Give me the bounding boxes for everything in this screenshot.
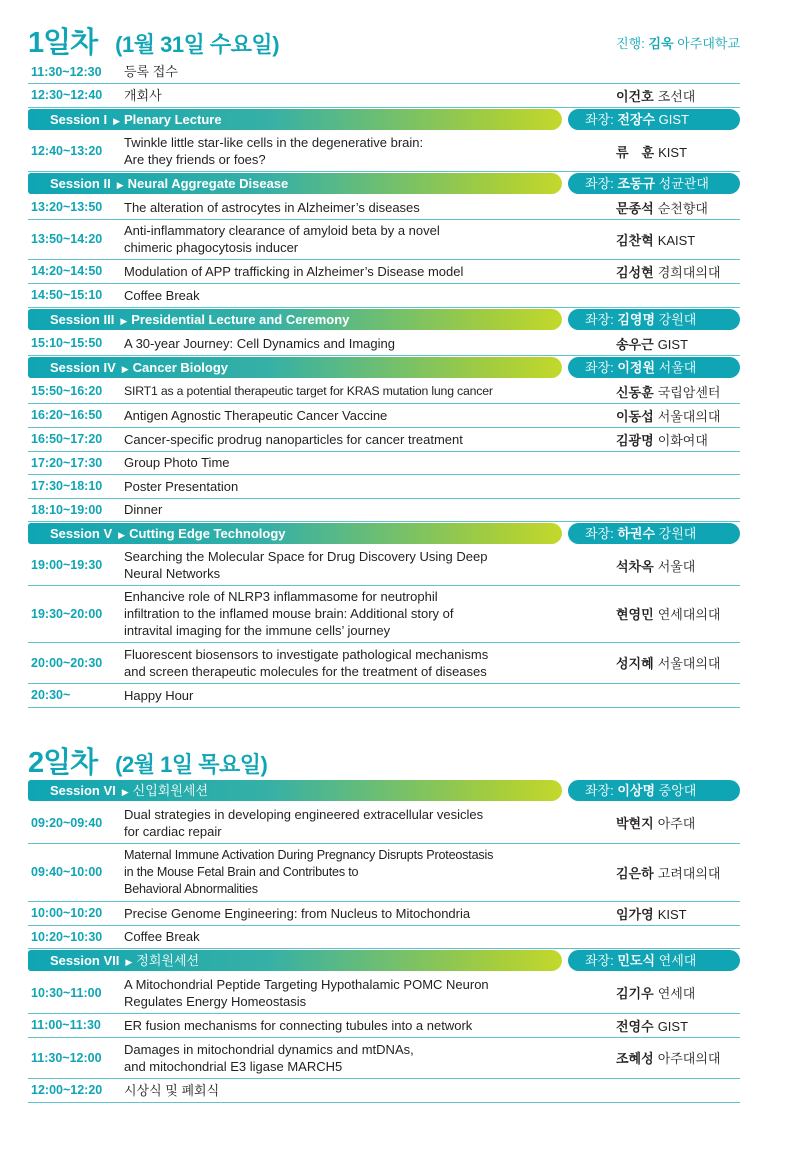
session-name: 신입회원세션 bbox=[132, 783, 209, 798]
row-title: Maternal Immune Activation During Pregnancy Disrupts Proteostasis in the Mouse Fetal Brain and Contributes to Behavioral Abnormalities bbox=[124, 847, 494, 896]
row-speaker bbox=[612, 556, 741, 575]
row-speaker bbox=[612, 653, 741, 672]
schedule-row bbox=[28, 259, 740, 284]
session-name: Cutting Edge Technology bbox=[129, 526, 286, 541]
session-number: Session I bbox=[50, 112, 108, 127]
session-name: 정회원세션 bbox=[136, 953, 200, 968]
row-title: Precise Genome Engineering: from Nucleus to Mitochondria bbox=[124, 905, 471, 921]
play-arrow-icon: ▶ bbox=[120, 316, 128, 326]
chair-affil: GIST bbox=[655, 112, 689, 127]
speaker-name: 김은하 bbox=[616, 865, 654, 881]
row-title: Coffee Break bbox=[124, 929, 200, 944]
row-time: 18:10~19:00 bbox=[31, 502, 103, 517]
chair-affil: 성균관대 bbox=[655, 176, 709, 191]
row-time: 16:50~17:20 bbox=[31, 432, 103, 446]
day1-moderator bbox=[616, 33, 740, 52]
session-name: Presidential Lecture and Ceremony bbox=[131, 312, 350, 327]
row-title: Fluorescent biosensors to investigate pathological mechanisms and screen therapeutic molecules for the treatment of diseases bbox=[124, 646, 489, 679]
speaker-affil: 서울대의대 bbox=[657, 408, 721, 424]
chair-prefix: 좌장: bbox=[585, 176, 618, 191]
row-title: Coffee Break bbox=[124, 287, 200, 303]
row-speaker bbox=[612, 904, 741, 923]
speaker-affil: KAIST bbox=[657, 232, 696, 248]
chair-prefix: 좌장: bbox=[585, 783, 618, 798]
row-time: 13:50~14:20 bbox=[31, 232, 103, 246]
session-chair bbox=[568, 309, 740, 330]
chair-prefix: 좌장: bbox=[585, 953, 618, 968]
session-name: Plenary Lecture bbox=[124, 112, 222, 127]
play-arrow-icon: ▶ bbox=[121, 364, 129, 374]
chair-affil: 강원대 bbox=[655, 526, 697, 541]
speaker-name: 임가영 bbox=[616, 906, 654, 922]
row-speaker bbox=[612, 382, 741, 401]
speaker-affil: GIST bbox=[657, 1018, 689, 1034]
row-title: A 30-year Journey: Cell Dynamics and Imaging bbox=[124, 335, 395, 351]
speaker-name: 박현지 bbox=[616, 816, 654, 831]
moderator-affil: 아주대학교 bbox=[673, 36, 740, 51]
session-chair bbox=[568, 173, 740, 194]
row-title: Antigen Agnostic Therapeutic Cancer Vaccine bbox=[124, 407, 388, 423]
row-title: Group Photo Time bbox=[124, 455, 230, 470]
session-header bbox=[28, 357, 740, 378]
chair-prefix: 좌장: bbox=[585, 526, 618, 541]
session-name: Cancer Biology bbox=[132, 360, 229, 375]
play-arrow-icon: ▶ bbox=[116, 180, 124, 190]
row-speaker bbox=[612, 262, 741, 281]
schedule-row bbox=[28, 427, 740, 452]
session-header bbox=[28, 109, 740, 130]
row-speaker bbox=[612, 230, 741, 249]
row-title: Happy Hour bbox=[124, 687, 194, 703]
row-speaker bbox=[612, 479, 741, 494]
speaker-name: 석차옥 bbox=[616, 558, 654, 574]
speaker-name: 이동섭 bbox=[616, 408, 654, 424]
speaker-affil: 서울대의대 bbox=[657, 656, 721, 671]
row-title: Anti-inflammatory clearance of amyloid beta by a novel chimeric phagocytosis inducer bbox=[124, 223, 440, 255]
row-title: 등록 접수 bbox=[124, 64, 178, 79]
row-title: The alteration of astrocytes in Alzheimer’s diseases bbox=[124, 199, 420, 215]
day2-title: 2일차 bbox=[28, 747, 98, 779]
row-title: SIRT1 as a potential therapeutic target for KRAS mutation lung cancer bbox=[124, 383, 493, 398]
day1-date: (1월 31일 수요일) bbox=[115, 32, 280, 57]
schedule-row bbox=[28, 901, 740, 926]
chair-prefix: 좌장: bbox=[585, 112, 618, 127]
row-speaker bbox=[612, 1016, 741, 1035]
schedule-row bbox=[28, 545, 740, 586]
row-time: 15:50~16:20 bbox=[31, 384, 103, 398]
session-label bbox=[50, 780, 208, 801]
session-chair bbox=[568, 357, 740, 378]
session-number: Session II bbox=[50, 176, 111, 191]
schedule-row bbox=[28, 1078, 740, 1103]
row-speaker bbox=[612, 813, 741, 832]
row-speaker bbox=[612, 929, 741, 944]
row-time: 19:30~20:00 bbox=[31, 606, 103, 621]
row-speaker bbox=[612, 64, 741, 79]
row-time: 10:20~10:30 bbox=[31, 929, 103, 944]
speaker-affil: KIST bbox=[657, 906, 687, 922]
session-label bbox=[50, 173, 288, 194]
row-speaker bbox=[612, 455, 741, 470]
row-title: 개회사 bbox=[124, 87, 162, 103]
chair-name: 전장수 bbox=[617, 112, 656, 127]
schedule-row bbox=[28, 131, 740, 172]
schedule-row bbox=[28, 83, 740, 108]
chair-affil: 연세대 bbox=[655, 953, 697, 968]
row-title: Searching the Molecular Space for Drug Discovery Using Deep Neural Networks bbox=[124, 549, 488, 581]
session-header bbox=[28, 780, 740, 801]
row-speaker bbox=[612, 334, 741, 353]
speaker-name: 신동훈 bbox=[616, 384, 654, 400]
schedule-row bbox=[28, 683, 740, 708]
speaker-affil: 아주대의대 bbox=[657, 1051, 721, 1066]
session-number: Session IV bbox=[50, 360, 116, 375]
row-time: 13:20~13:50 bbox=[31, 200, 103, 214]
schedule-row bbox=[28, 972, 740, 1014]
row-speaker bbox=[612, 688, 741, 703]
row-title: Damages in mitochondrial dynamics and mtDNAs, and mitochondrial E3 ligase MARCH5 bbox=[124, 1041, 414, 1074]
session-number: Session VI bbox=[50, 783, 116, 798]
row-title: Modulation of APP trafficking in Alzheimer’s Disease model bbox=[124, 263, 464, 279]
row-speaker bbox=[612, 863, 741, 882]
schedule-row bbox=[28, 925, 740, 949]
row-title: Cancer-specific prodrug nanoparticles for cancer treatment bbox=[124, 431, 463, 447]
row-title: A Mitochondrial Peptide Targeting Hypothalamic POMC Neuron Regulates Energy Homeostasis bbox=[124, 976, 489, 1009]
row-time: 20:30~ bbox=[31, 688, 71, 702]
row-title: Twinkle little star-like cells in the degenerative brain: Are they friends or foes? bbox=[124, 135, 424, 167]
speaker-affil: 국립암센터 bbox=[657, 384, 721, 400]
play-arrow-icon: ▶ bbox=[125, 957, 133, 967]
schedule-row bbox=[28, 60, 740, 84]
row-time: 11:30~12:00 bbox=[31, 1050, 102, 1065]
row-title: Dual strategies in developing engineered extracellular vesicles for cardiac repair bbox=[124, 806, 484, 839]
schedule-row bbox=[28, 642, 740, 684]
row-speaker bbox=[612, 406, 741, 425]
chair-name: 이상명 bbox=[617, 783, 656, 798]
row-speaker bbox=[612, 502, 741, 517]
row-title: Poster Presentation bbox=[124, 478, 239, 494]
speaker-affil: 고려대의대 bbox=[657, 865, 721, 881]
speaker-affil: 연세대 bbox=[657, 986, 696, 1001]
play-arrow-icon: ▶ bbox=[118, 530, 126, 540]
row-speaker bbox=[612, 198, 741, 217]
session-name: Neural Aggregate Disease bbox=[127, 176, 289, 191]
day1-heading bbox=[28, 20, 280, 59]
session-header bbox=[28, 309, 740, 330]
speaker-name: 전영수 bbox=[616, 1018, 654, 1034]
row-time: 16:20~16:50 bbox=[31, 408, 103, 422]
row-time: 09:40~10:00 bbox=[31, 865, 103, 879]
row-speaker bbox=[612, 604, 741, 623]
schedule-row bbox=[28, 498, 740, 522]
chair-name: 조동규 bbox=[617, 176, 656, 191]
row-time: 11:30~12:30 bbox=[31, 64, 102, 79]
row-time: 14:20~14:50 bbox=[31, 264, 103, 278]
session-number: Session III bbox=[50, 312, 115, 327]
schedule-row bbox=[28, 283, 740, 308]
session-number: Session VII bbox=[50, 953, 120, 968]
play-arrow-icon: ▶ bbox=[121, 787, 129, 797]
moderator-name: 김욱 bbox=[648, 36, 674, 51]
row-time: 17:30~18:10 bbox=[31, 479, 103, 493]
day2-heading bbox=[28, 740, 268, 779]
row-title: 시상식 및 폐회식 bbox=[124, 1082, 220, 1098]
speaker-name: 김성현 bbox=[616, 264, 654, 280]
day2-date: (2월 1일 목요일) bbox=[115, 752, 268, 777]
session-header bbox=[28, 523, 740, 544]
row-time: 12:00~12:20 bbox=[31, 1083, 103, 1097]
speaker-affil: 경희대의대 bbox=[657, 264, 721, 280]
schedule-row bbox=[28, 802, 740, 844]
row-speaker bbox=[612, 983, 741, 1002]
speaker-name: 조혜성 bbox=[616, 1051, 654, 1066]
session-label bbox=[50, 309, 349, 330]
schedule-row bbox=[28, 451, 740, 475]
row-title: ER fusion mechanisms for connecting tubules into a network bbox=[124, 1017, 473, 1033]
chair-name: 하권수 bbox=[617, 526, 656, 541]
row-speaker bbox=[612, 430, 741, 449]
chair-prefix: 좌장: bbox=[585, 360, 618, 375]
row-time: 17:20~17:30 bbox=[31, 455, 103, 470]
chair-prefix: 좌장: bbox=[585, 312, 618, 327]
day1-title: 1일차 bbox=[28, 27, 98, 59]
row-speaker bbox=[612, 288, 741, 303]
speaker-name: 김광명 bbox=[616, 432, 654, 448]
row-time: 12:30~12:40 bbox=[31, 88, 103, 102]
row-time: 14:50~15:10 bbox=[31, 288, 103, 302]
row-time: 10:30~11:00 bbox=[31, 985, 102, 1000]
schedule-row bbox=[28, 1013, 740, 1038]
speaker-affil: GIST bbox=[657, 336, 689, 352]
row-time: 15:10~15:50 bbox=[31, 336, 103, 350]
speaker-affil: 순천향대 bbox=[657, 200, 708, 216]
row-time: 09:20~09:40 bbox=[31, 815, 103, 830]
row-title: Dinner bbox=[124, 502, 163, 517]
session-chair bbox=[568, 780, 740, 801]
speaker-name: 김찬혁 bbox=[616, 232, 654, 248]
play-arrow-icon: ▶ bbox=[113, 116, 120, 126]
row-time: 12:40~13:20 bbox=[31, 144, 103, 158]
chair-name: 이정원 bbox=[617, 360, 656, 375]
row-time: 19:00~19:30 bbox=[31, 558, 103, 572]
moderator-prefix: 진행: bbox=[616, 36, 649, 51]
row-speaker bbox=[612, 86, 741, 105]
chair-affil: 중앙대 bbox=[655, 783, 697, 798]
speaker-affil: KIST bbox=[658, 144, 688, 160]
speaker-name: 이건호 bbox=[616, 88, 654, 104]
speaker-affil: 서울대 bbox=[657, 558, 696, 574]
schedule-row bbox=[28, 331, 740, 356]
row-time: 11:00~11:30 bbox=[31, 1018, 101, 1032]
speaker-name: 문종석 bbox=[616, 200, 654, 216]
chair-affil: 강원대 bbox=[655, 312, 697, 327]
session-header bbox=[28, 173, 740, 194]
schedule-row bbox=[28, 379, 740, 404]
row-time: 20:00~20:30 bbox=[31, 655, 103, 670]
speaker-name: 김기우 bbox=[616, 986, 654, 1001]
session-label bbox=[50, 950, 199, 971]
session-number: Session V bbox=[50, 526, 113, 541]
speaker-affil: 이화여대 bbox=[657, 432, 708, 448]
chair-name: 김영명 bbox=[617, 312, 656, 327]
schedule-row bbox=[28, 219, 740, 260]
row-time: 10:00~10:20 bbox=[31, 906, 103, 920]
schedule-row bbox=[28, 843, 740, 902]
speaker-affil: 아주대 bbox=[657, 816, 696, 831]
session-label bbox=[50, 357, 228, 378]
schedule-row bbox=[28, 403, 740, 428]
row-speaker bbox=[612, 1083, 741, 1098]
speaker-name: 현영민 bbox=[616, 607, 654, 622]
schedule-row bbox=[28, 1037, 740, 1079]
session-header bbox=[28, 950, 740, 971]
session-chair bbox=[568, 523, 740, 544]
speaker-affil: 연세대의대 bbox=[657, 607, 721, 622]
speaker-name: 성지혜 bbox=[616, 656, 654, 671]
session-chair bbox=[568, 109, 740, 130]
speaker-name: 송우근 bbox=[616, 336, 654, 352]
session-label bbox=[50, 109, 222, 130]
row-speaker bbox=[612, 142, 741, 161]
row-speaker bbox=[612, 1048, 741, 1067]
speaker-affil: 조선대 bbox=[657, 88, 696, 104]
schedule-row bbox=[28, 585, 740, 643]
schedule-row bbox=[28, 474, 740, 499]
chair-name: 민도식 bbox=[617, 953, 656, 968]
schedule-row bbox=[28, 195, 740, 220]
row-title: Enhancive role of NLRP3 inflammasome for neutrophil infiltration to the inflamed mouse brain: Additional story of intravital imaging for the immune cells’ journey bbox=[124, 589, 454, 638]
speaker-name: 류 훈 bbox=[616, 144, 655, 160]
session-chair bbox=[568, 950, 740, 971]
session-label bbox=[50, 523, 286, 544]
chair-affil: 서울대 bbox=[655, 360, 697, 375]
